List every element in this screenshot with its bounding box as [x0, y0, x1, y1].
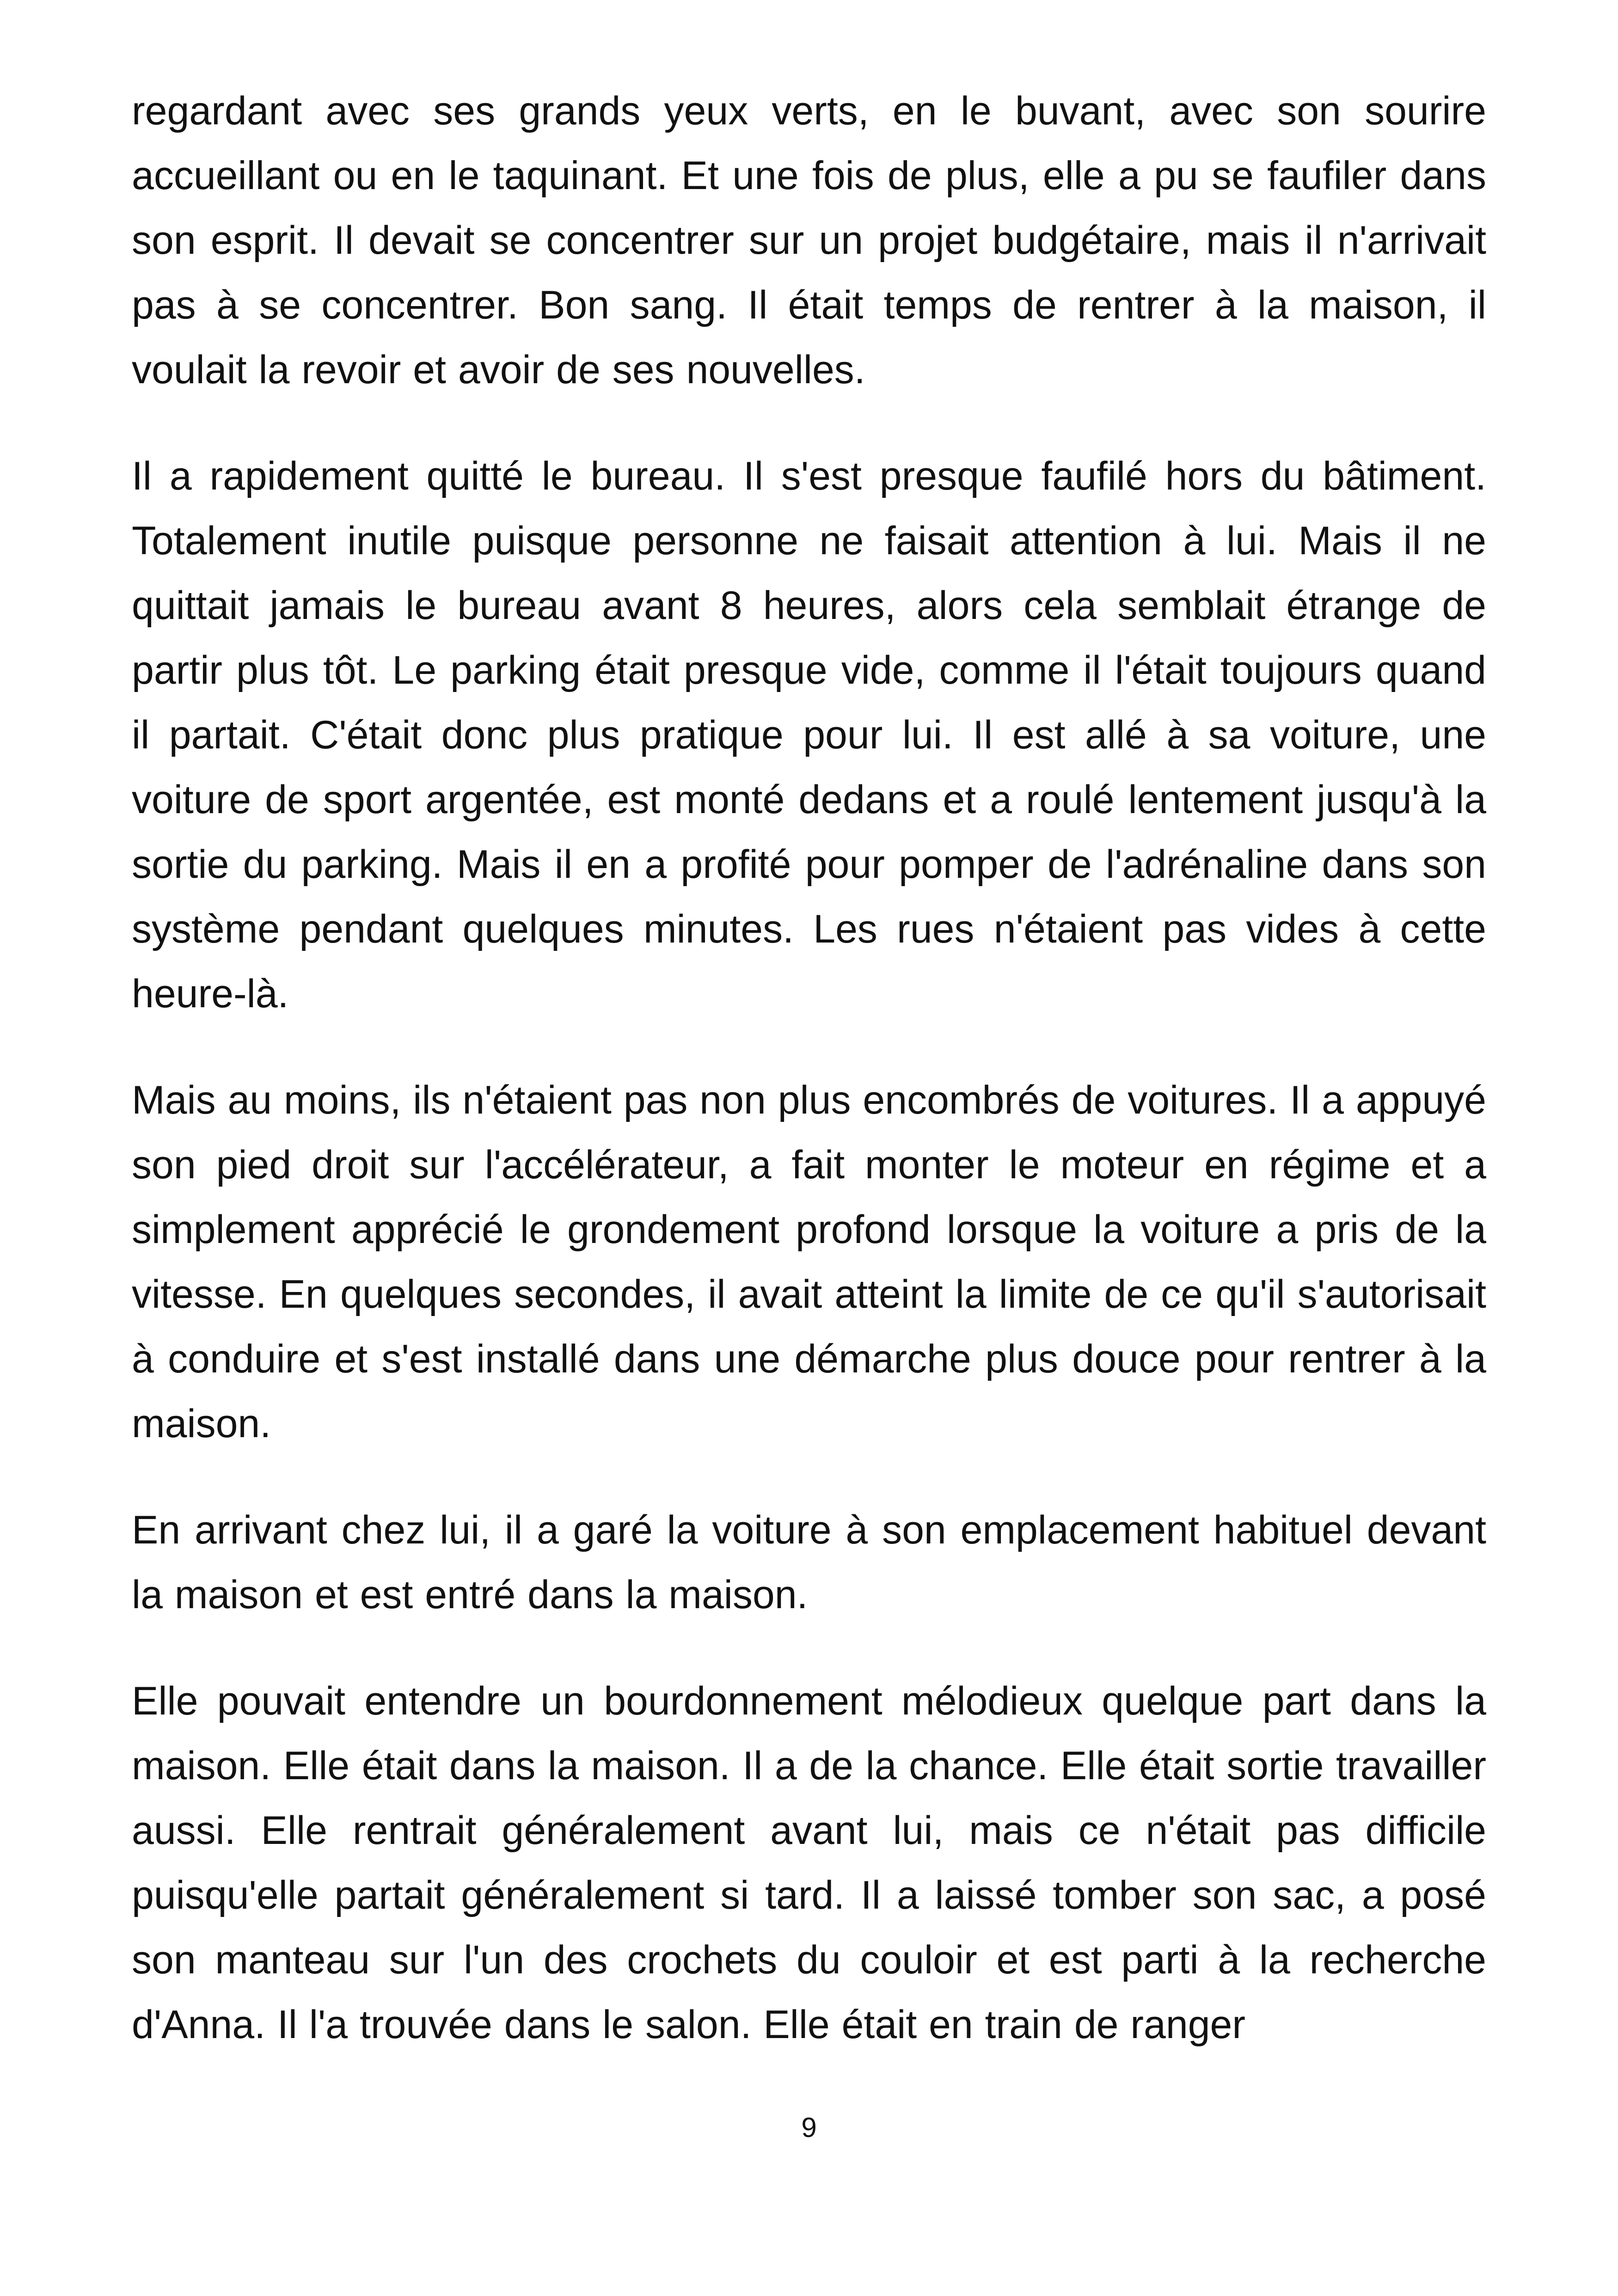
paragraph-1: regardant avec ses grands yeux verts, en le buvant, avec son sourire accueillant ou en le taquinant. Et une fois de plus, elle a pu se faufiler dans son esprit. Il devait se concentrer sur un projet budgétaire, mais il n'arrivait pas à se concentrer. Bon sang. Il était temps de rentrer à la maison, il voulait la revoir et avoir de ses nouvelles.: [132, 89, 1486, 392]
page-number: 9: [801, 2112, 817, 2143]
paragraph-5: Elle pouvait entendre un bourdonnement mélodieux quelque part dans la maison. Elle était dans la maison. Il a de la chance. Elle était sortie travailler aussi. Elle rentrait généralement avant lui, mais ce n'était pas difficile puisqu'elle partait généralement si tard. Il a laissé tomber son sac, a posé son manteau sur l'un des crochets du couloir et est parti à la recherche d'Anna. Il l'a trouvée dans le salon. Elle était en train de ranger: [132, 1679, 1486, 2047]
paragraph-2: Il a rapidement quitté le bureau. Il s'est presque faufilé hors du bâtiment. Totalement inutile puisque personne ne faisait attention à lui. Mais il ne quittait jamais le bureau avant 8 heures, alors cela semblait étrange de partir plus tôt. Le parking était presque vide, comme il l'était toujours quand il partait. C'était donc plus pratique pour lui. Il est allé à sa voiture, une voiture de sport argentée, est monté dedans et a roulé lentement jusqu'à la sortie du parking. Mais il en a profité pour pomper de l'adrénaline dans son système pendant quelques minutes. Les rues n'étaient pas vides à cette heure-là.: [132, 454, 1486, 1016]
paragraph-3: Mais au moins, ils n'étaient pas non plus encombrés de voitures. Il a appuyé son pied droit sur l'accélérateur, a fait monter le moteur en régime et a simplement apprécié le grondement profond lorsque la voiture a pris de la vitesse. En quelques secondes, il avait atteint la limite de ce qu'il s'autorisait à conduire et s'est installé dans une démarche plus douce pour rentrer à la maison.: [132, 1078, 1486, 1446]
body-text: [132, 79, 1486, 2099]
paragraph-4: En arrivant chez lui, il a garé la voiture à son emplacement habituel devant la maison et est entré dans la maison.: [132, 1508, 1486, 1617]
